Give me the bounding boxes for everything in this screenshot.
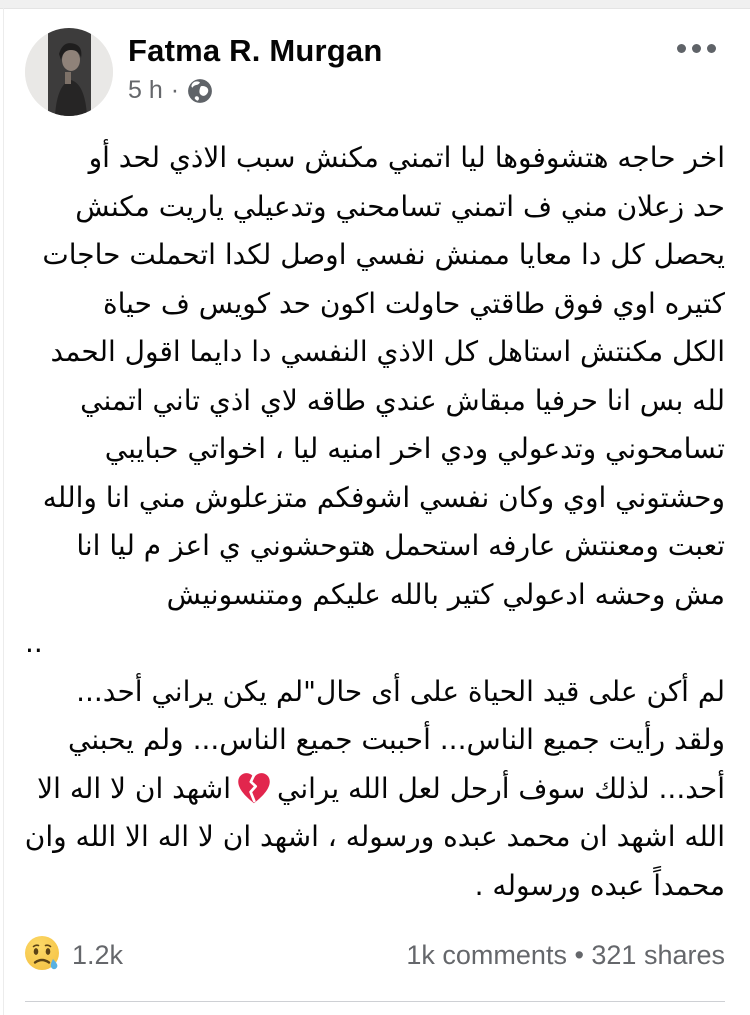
post-line: وحشتوني اوي وكان نفسي اشوفكم متزعلوش مني انا والله: [42, 480, 725, 514]
post-timestamp[interactable]: 5 h: [128, 76, 163, 104]
post-line: مش وحشه ادعولي كتير بالله عليكم ومتنسونيش: [166, 577, 725, 611]
footer-divider: [25, 1001, 725, 1002]
post-text: [25, 134, 725, 910]
broken-heart-icon: [236, 771, 272, 805]
post-line: يحصل كل دا معايا ممنش نفسي اوصل لكدا اتحملت حاجات: [42, 238, 725, 271]
profile-avatar[interactable]: [25, 28, 113, 116]
post-line: لله بس انا حرفيا مبقاش عندي طاقه لاي اذي تاني اتمني: [80, 383, 725, 417]
ellipsis-icon: [677, 44, 716, 53]
top-strip: [0, 0, 750, 9]
post-line: الله اشهد ان محمد عبده ورسوله ، اشهد ان لا اله الا الله وان: [25, 820, 725, 853]
post-line: محمداً عبده ورسوله .: [474, 868, 725, 902]
meta-separator: ·: [170, 76, 180, 104]
post-line: تسامحوني وتدعولي ودي اخر امنيه ليا ، اخواتي حبايبي: [104, 432, 725, 465]
post-menu-button[interactable]: [668, 30, 724, 66]
post-line-segment: أحد... لذلك سوف أرحل لعل الله يراني: [277, 771, 725, 805]
post-line: الكل مكنتش استاهل كل الاذي النفسي دا دايما اقول الحمد: [50, 335, 725, 368]
reaction-count: 1.2k: [72, 939, 124, 970]
left-hairline: [3, 8, 4, 1015]
post-line: اخر حاجه هتشوفوها ليا اتمني مكنش سبب الاذي لحد أو: [88, 141, 725, 174]
profile-name[interactable]: Fatma R. Murgan: [128, 33, 383, 68]
post-line-segment: اشهد ان لا اله الا: [37, 771, 231, 805]
avatar-photo: [25, 28, 113, 116]
globe-icon: [187, 78, 213, 104]
post-line: حد زعلان مني ف اتمني تسامحني وتدعيلي ياريت مكنش: [75, 189, 725, 223]
post-line: تعبت ومعنتش عارفه استحمل هتوحشوني ي اعز م ليا انا: [76, 529, 725, 562]
post-line: لم أكن على قيد الحياة على أى حال"لم يكن يراني أحد...: [76, 674, 725, 708]
post-line-with-heart: [25, 765, 725, 814]
post-meta: [128, 76, 213, 105]
reactions-summary[interactable]: [24, 934, 123, 976]
post-line: ولقد رأيت جميع الناس... أحببت جميع الناس... ولم يحبني: [67, 723, 725, 756]
sad-reaction-icon: [24, 935, 62, 975]
post-line: كتيره اوي فوق طاقتي حاولت اكون حد كويس ف حياة: [102, 286, 725, 320]
post-line-dots: ..: [25, 626, 43, 659]
comments-shares-count[interactable]: 1k comments • 321 shares: [406, 940, 725, 970]
